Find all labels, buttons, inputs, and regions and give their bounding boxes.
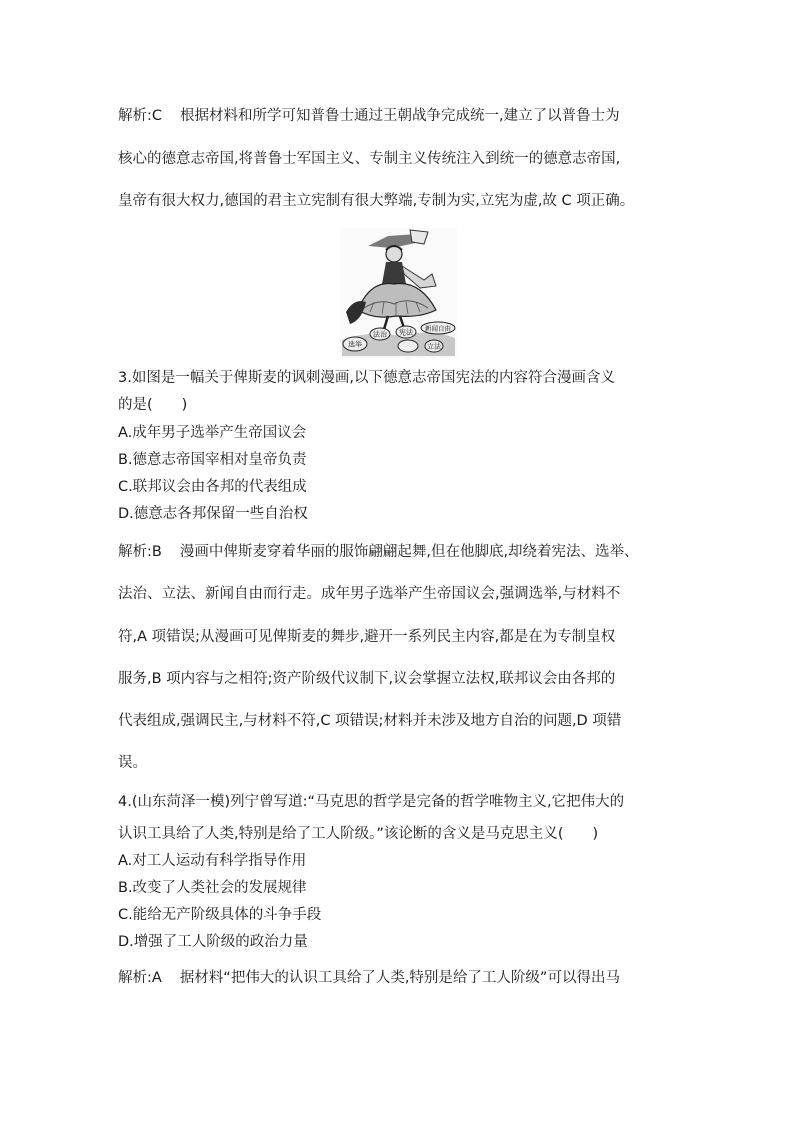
q3-stem-line-2: 的是( ) <box>118 397 188 413</box>
q3-analysis-label: 解析:B <box>118 544 162 560</box>
stone-label-legislation: 立法 <box>427 342 441 351</box>
q4-analysis-label: 解析:A <box>118 970 162 986</box>
q2-analysis-line-3: 皇帝有很大权力,德国的君主立宪制有很大弊端,专制为实,立宪为虚,故 C 项正确。 <box>118 193 635 209</box>
stone-label-press-freedom: 新闻自由 <box>425 324 451 333</box>
q3-option-c: C.联邦议会由各邦的代表组成 <box>118 479 307 495</box>
q3-analysis-text: 漫画中俾斯麦穿着华丽的服饰翩翩起舞,但在他脚底,却绕着宪法、选举、 <box>179 544 639 560</box>
q4-option-d: D.增强了工人阶级的政治力量 <box>118 934 308 950</box>
q3-analysis-line-6: 误。 <box>118 755 147 771</box>
q2-analysis-line-2: 核心的德意志帝国,将普鲁士军国主义、专制主义传统注入到统一的德意志帝国, <box>118 151 621 167</box>
q3-option-b: B.德意志帝国宰相对皇帝负责 <box>118 452 307 468</box>
bismarck-cartoon-figure <box>340 228 457 358</box>
q3-stem-line-1: 3.如图是一幅关于俾斯麦的讽刺漫画,以下德意志帝国宪法的内容符合漫画含义 <box>118 370 615 386</box>
stone-label-constitution: 宪法 <box>399 328 413 337</box>
q3-analysis-line-3: 符,A 项错误;从漫画可见俾斯麦的舞步,避开一系列民主内容,都是在为专制皇权 <box>118 629 616 645</box>
q4-option-c: C.能给无产阶级具体的斗争手段 <box>118 907 322 923</box>
q4-option-b: B.改变了人类社会的发展规律 <box>118 880 307 896</box>
stone-label-rule-of-law: 法治 <box>373 330 387 339</box>
q3-analysis-line-2: 法治、立法、新闻自由而行走。成年男子选举产生帝国议会,强调选举,与材料不 <box>118 586 621 602</box>
bismarck-satirical-cartoon-icon <box>340 228 457 358</box>
stone-label-election: 选举 <box>348 340 362 349</box>
q4-stem-line-2: 认识工具给了人类,特别是给了工人阶级。”该论断的含义是马克思主义( ) <box>118 826 599 842</box>
q3-analysis-line-5: 代表组成,强调民主,与材料不符,C 项错误;材料并未涉及地方自治的问题,D 项错 <box>118 713 622 729</box>
q4-analysis-line-1 <box>118 968 620 988</box>
q2-analysis-line-1 <box>118 106 620 126</box>
q4-analysis-text: 据材料“把伟大的认识工具给了人类,特别是给了工人阶级”可以得出马 <box>179 970 620 986</box>
q2-analysis-label: 解析:C <box>118 108 163 124</box>
q4-stem-line-1: 4.(山东菏泽一模)列宁曾写道:“马克思的哲学是完备的哲学唯物主义,它把伟大的 <box>118 794 625 810</box>
q2-analysis-text: 根据材料和所学可知普鲁士通过王朝战争完成统一,建立了以普鲁士为 <box>180 108 620 124</box>
q3-option-a: A.成年男子选举产生帝国议会 <box>118 425 307 441</box>
q3-option-d: D.德意志各邦保留一些自治权 <box>118 506 308 522</box>
q3-analysis-line-1 <box>118 542 639 562</box>
q3-analysis-line-4: 服务,B 项内容与之相符;资产阶级代议制下,议会掌握立法权,联邦议会由各邦的 <box>118 671 616 687</box>
q4-option-a: A.对工人运动有科学指导作用 <box>118 853 307 869</box>
